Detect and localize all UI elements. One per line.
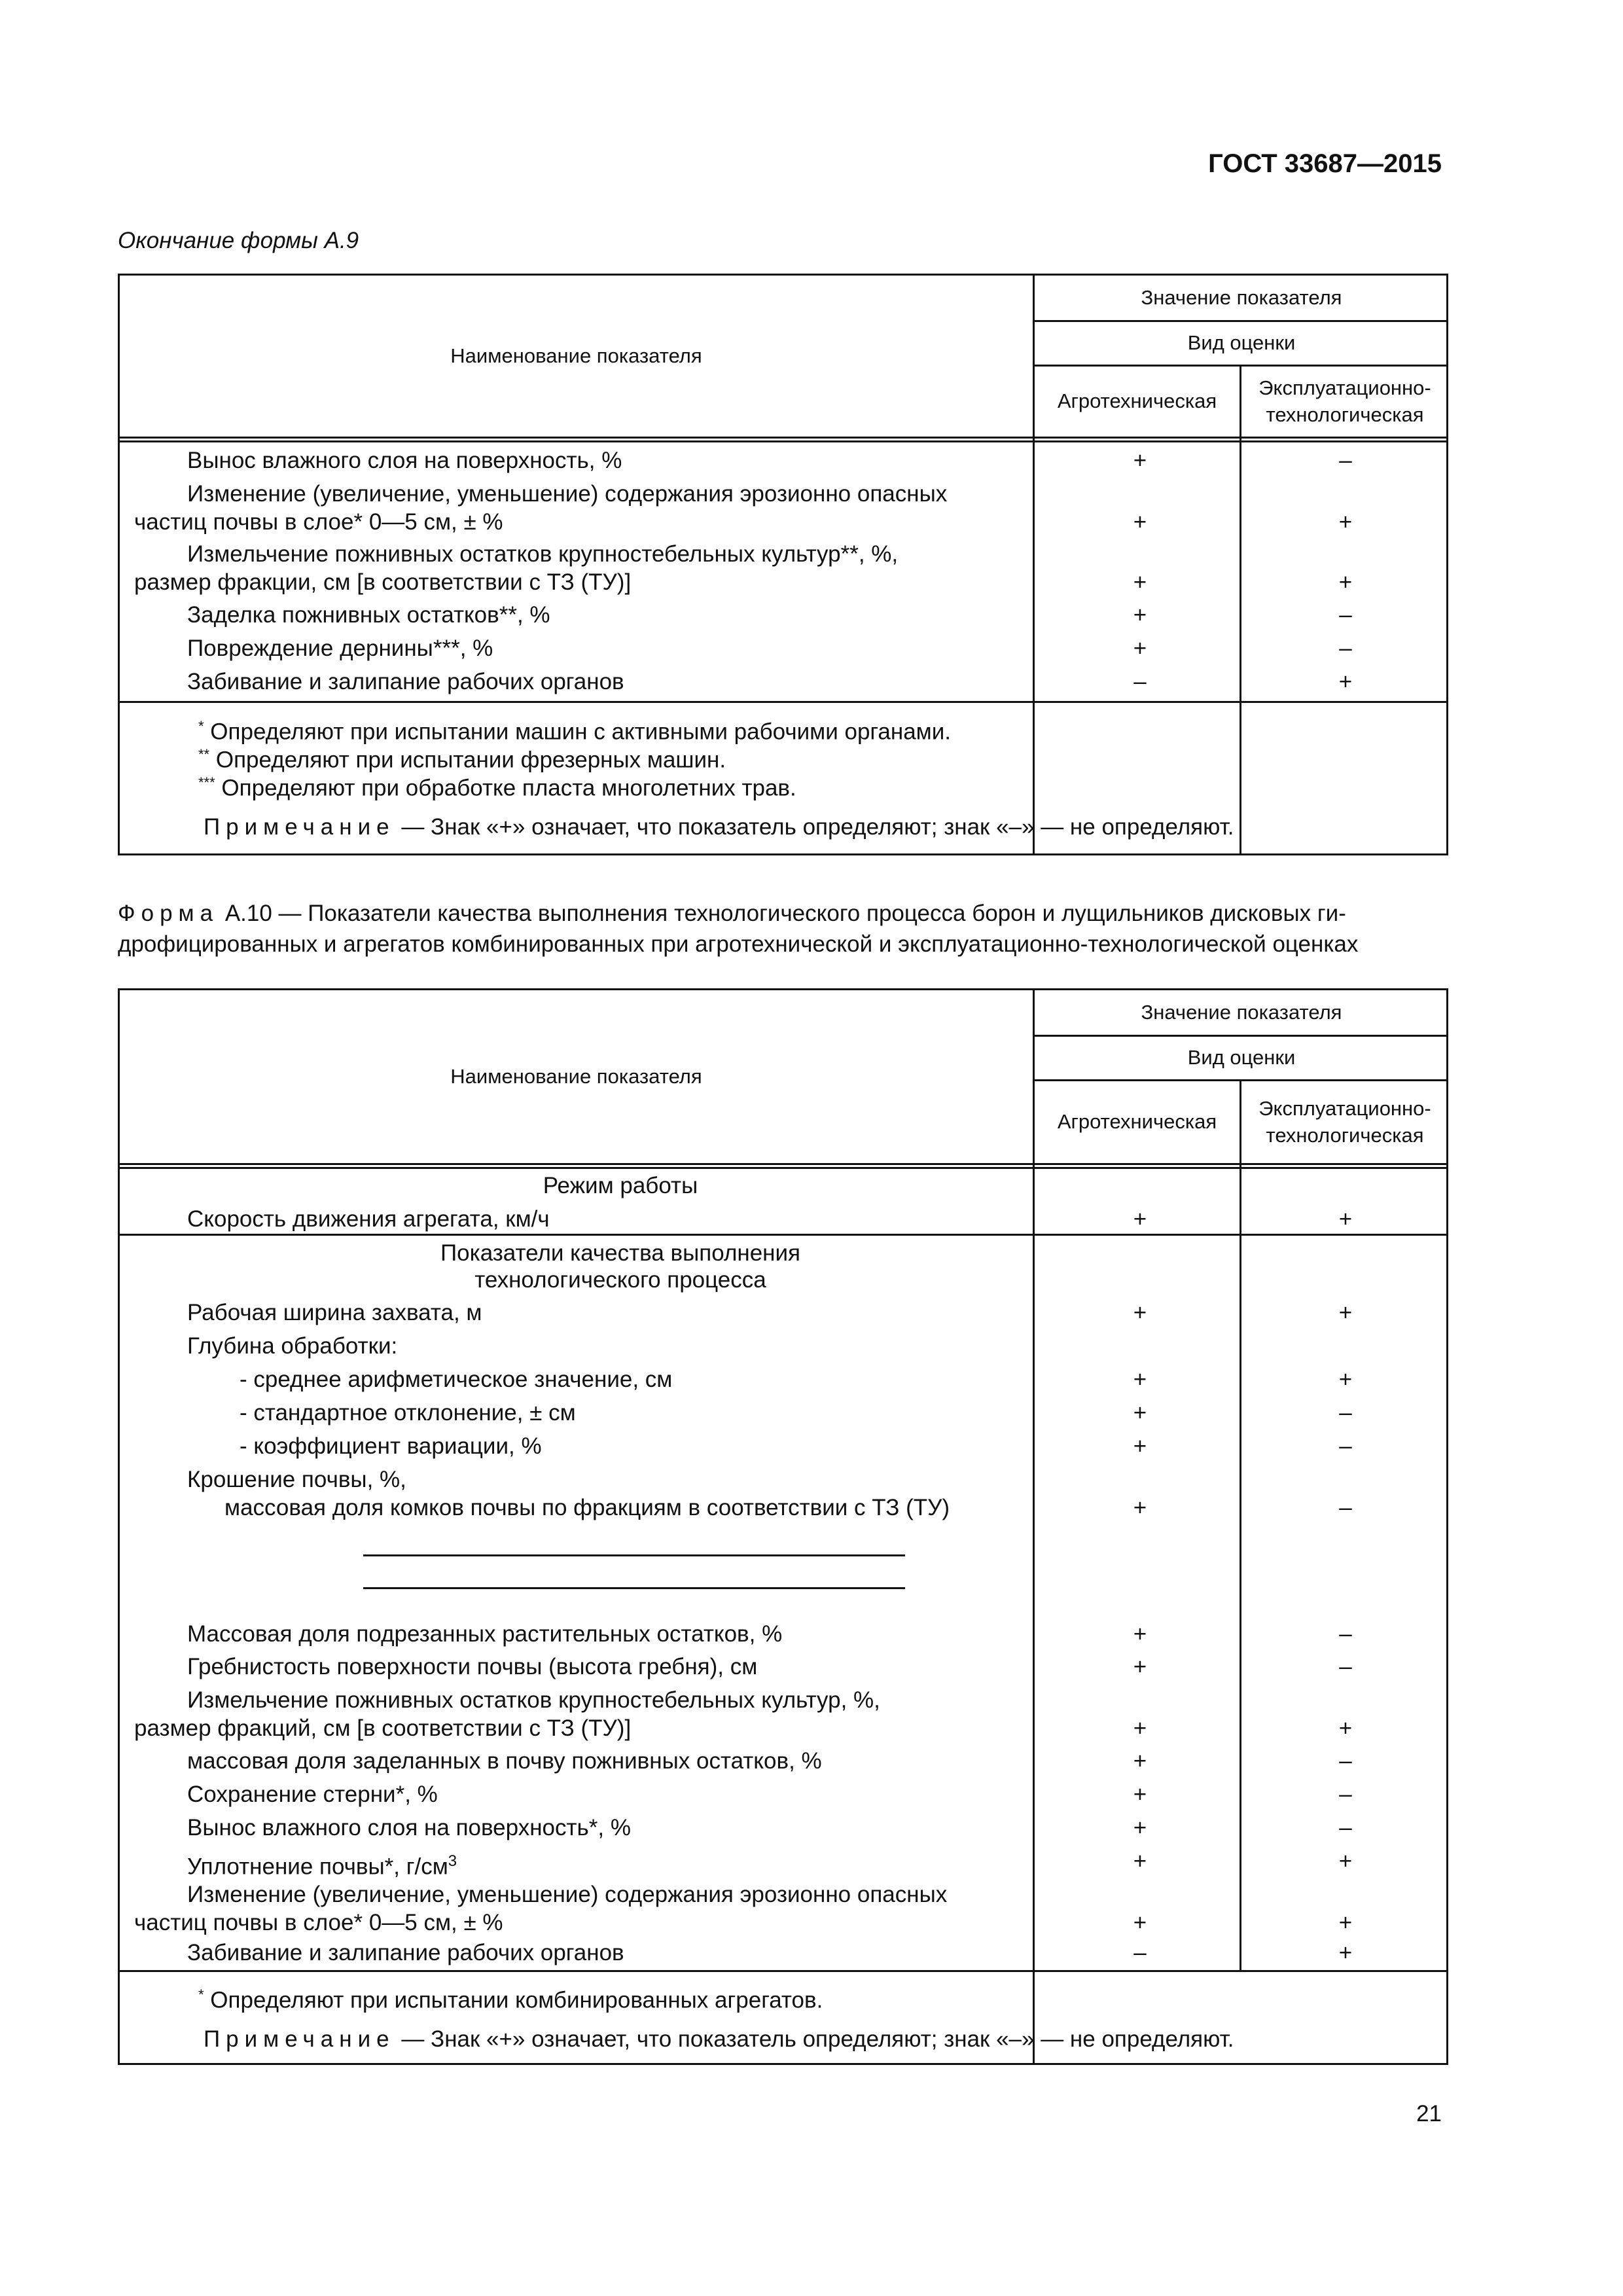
row-name: Заделка пожнивных остатков**, % <box>187 602 550 628</box>
row-name: Вынос влажного слоя на поверхность*, % <box>187 1815 631 1840</box>
row-name: Рабочая ширина захвата, м <box>187 1300 482 1325</box>
row-name: - коэффициент вариации, % <box>240 1433 542 1459</box>
footnote: ** Определяют при испытании фрезерных машин. <box>198 746 726 773</box>
mark-agro: + <box>1133 1715 1147 1741</box>
mark-expl: + <box>1338 1367 1353 1392</box>
row-name: Забивание и залипание рабочих органов <box>187 669 624 694</box>
header-value: Значение показателя <box>1141 285 1342 309</box>
footnote: *** Определяют при обработке пласта многолетних трав. <box>198 774 796 801</box>
header-expl-line1: Эксплуатационно- <box>1258 1097 1431 1121</box>
mark-expl: + <box>1338 1206 1353 1232</box>
mark-expl: – <box>1339 602 1352 628</box>
mark-agro: + <box>1133 448 1147 473</box>
header-kind: Вид оценки <box>1187 331 1296 355</box>
mark-expl: – <box>1339 1782 1352 1807</box>
row-name: Глубина обработки: <box>187 1333 398 1359</box>
header-agro: Агротехническая <box>1057 389 1217 413</box>
row-name-line2: частиц почвы в слое* 0—5 см, ± % <box>134 509 503 535</box>
row-name: Крошение почвы, %, <box>187 1467 406 1492</box>
mark-expl: – <box>1339 1815 1352 1840</box>
mark-agro: – <box>1133 669 1147 694</box>
row-name-line1: Измельчение пожнивных остатков крупностебельных культур**, %, <box>187 541 899 567</box>
header-expl-line1: Эксплуатационно- <box>1258 376 1431 400</box>
mark-agro: + <box>1133 1400 1147 1426</box>
footnote: * Определяют при испытании комбинированных агрегатов. <box>198 1986 823 2013</box>
row-name: Сохранение стерни*, % <box>187 1782 438 1807</box>
row-name: Скорость движения агрегата, км/ч <box>187 1206 550 1232</box>
mark-agro: + <box>1133 1848 1147 1874</box>
blank-line <box>363 1554 905 1556</box>
mark-agro: + <box>1133 1654 1147 1679</box>
mark-agro: + <box>1133 569 1147 595</box>
header-expl <box>1241 1081 1448 1163</box>
mark-agro: + <box>1133 1782 1147 1807</box>
footnote: * Определяют при испытании машин с активными рабочими органами. <box>198 718 952 745</box>
row-name-line1: Изменение (увеличение, уменьшение) содержания эрозионно опасных <box>187 1882 948 1907</box>
mark-expl: – <box>1339 1400 1352 1426</box>
row-name: - стандартное отклонение, ± см <box>240 1400 576 1426</box>
row-name: Забивание и залипание рабочих органов <box>187 1940 624 1965</box>
mark-expl: – <box>1339 1621 1352 1647</box>
mark-expl: + <box>1338 669 1353 694</box>
mark-expl: + <box>1338 1300 1353 1325</box>
header-agro: Агротехническая <box>1057 1110 1217 1134</box>
mark-expl: – <box>1339 636 1352 661</box>
mark-agro: – <box>1133 1940 1147 1965</box>
row-name: Массовая доля подрезанных растительных остатков, % <box>187 1621 783 1647</box>
header-name-col: Наименование показателя <box>450 1064 702 1088</box>
mark-agro: + <box>1133 636 1147 661</box>
table-note: Примечание — Знак «+» означает, что показатель определяют; знак «–» — не определяют. <box>204 2026 1234 2052</box>
mark-expl: + <box>1338 1715 1353 1741</box>
mark-expl: + <box>1338 569 1353 595</box>
mark-agro: + <box>1133 509 1147 535</box>
row-name: Уплотнение почвы*, $г/см^3$ <box>187 1852 457 1880</box>
table-form-a10: Наименование показателя Значение показателя Вид оценки Агротехническая Эксплуатационно- технологическая Режим работы Скорость движения агрегата, км/ч + + Показатели качества выполнения технологического процесса Рабочая ширина захвата, м + + Глубина обработки: - среднее арифметическое значение, см + + - стандартное отклонение, ± см + – - коэффициент вариации, % + – Крошение почвы, %, массовая доля комков почвы по фракциям в соответствии с ТЗ (ТУ) + – Массовая доля подрезанных растительных остатков, % + – Гребнистость поверхности почвы (высота гребня), см + – Измельчение пожнивных остатков крупностебельных культур, %, размер фракций, см [в соответствии с ТЗ (ТУ)] + + массовая доля заделанных в почву пожнивных остатков, % + – Сохранение стерни*, % + – Вынос влажного слоя на поверхность*, % + – Уплотнение почвы*, $г/см^3$ + + Изменение (увеличение, уменьшение) содержания эрозионно опасных частиц почвы в слое* 0—5 см, ± % + + Забивание и залипание рабочих органов – + * Определяют при испытании комбинированных агрегатов. Примечание — Знак «+» означает, что показатель определяют; знак «–» — не определяют. <box>118 988 1448 2065</box>
row-name-line1: Измельчение пожнивных остатков крупностебельных культур, %, <box>187 1687 880 1713</box>
row-name-line2: размер фракций, см [в соответствии с ТЗ (ТУ)] <box>134 1715 632 1741</box>
row-name: - среднее арифметическое значение, см <box>240 1367 673 1392</box>
header-kind: Вид оценки <box>1187 1046 1296 1069</box>
page-number: 21 <box>1416 2101 1442 2126</box>
mark-expl: – <box>1339 1433 1352 1459</box>
mark-expl: – <box>1339 448 1352 473</box>
table-form-a9 <box>118 274 1448 855</box>
mark-agro: + <box>1133 1910 1147 1935</box>
row-name: Повреждение дернины***, % <box>187 636 493 661</box>
row-name: массовая доля заделанных в почву пожнивных остатков, % <box>187 1748 822 1774</box>
mark-expl: – <box>1339 1654 1352 1679</box>
mark-agro: + <box>1133 1300 1147 1325</box>
row-name: Вынос влажного слоя на поверхность, % <box>187 448 622 473</box>
mark-agro: + <box>1133 1621 1147 1647</box>
row-name: Гребнистость поверхности почвы (высота гребня), см <box>187 1654 758 1679</box>
mark-expl: + <box>1338 1848 1353 1874</box>
header-name-col: Наименование показателя <box>450 344 702 367</box>
mark-agro: + <box>1133 602 1147 628</box>
document-code: ГОСТ 33687—2015 <box>1208 149 1442 178</box>
table-note: Примечание — Знак «+» означает, что показатель определяют; знак «–» — не определяют. <box>204 814 1234 840</box>
header-expl-line2: технологическая <box>1266 403 1424 426</box>
form-a10-title: Форма А.10 — Показатели качества выполнения технологического процесса борон и лущильников дисковых ги- дрофицированных и агрегатов комбинированных при агротехнической и эксплуатационно-технологической оценках <box>118 901 1359 957</box>
mark-expl: + <box>1338 1910 1353 1935</box>
mark-agro: + <box>1133 1495 1147 1520</box>
header-expl <box>1241 367 1448 437</box>
blank-line <box>363 1587 905 1589</box>
row-name: массовая доля комков почвы по фракциям в соответствии с ТЗ (ТУ) <box>224 1495 950 1520</box>
header-value: Значение показателя <box>1141 1000 1342 1024</box>
row-name-line1: Изменение (увеличение, уменьшение) содержания эрозионно опасных <box>187 481 948 507</box>
mark-agro: + <box>1133 1748 1147 1774</box>
header-expl-line2: технологическая <box>1266 1123 1424 1147</box>
mark-expl: – <box>1339 1495 1352 1520</box>
mark-agro: + <box>1133 1367 1147 1392</box>
mark-expl: – <box>1339 1748 1352 1774</box>
row-name-line2: размер фракции, см [в соответствии с ТЗ (ТУ)] <box>134 569 632 595</box>
mark-agro: + <box>1133 1815 1147 1840</box>
mark-agro: + <box>1133 1433 1147 1459</box>
continuation-caption: Окончание формы А.9 <box>118 228 359 253</box>
mark-expl: + <box>1338 509 1353 535</box>
row-name-line2: частиц почвы в слое* 0—5 см, ± % <box>134 1910 503 1935</box>
mark-agro: + <box>1133 1206 1147 1232</box>
mark-expl: + <box>1338 1940 1353 1965</box>
